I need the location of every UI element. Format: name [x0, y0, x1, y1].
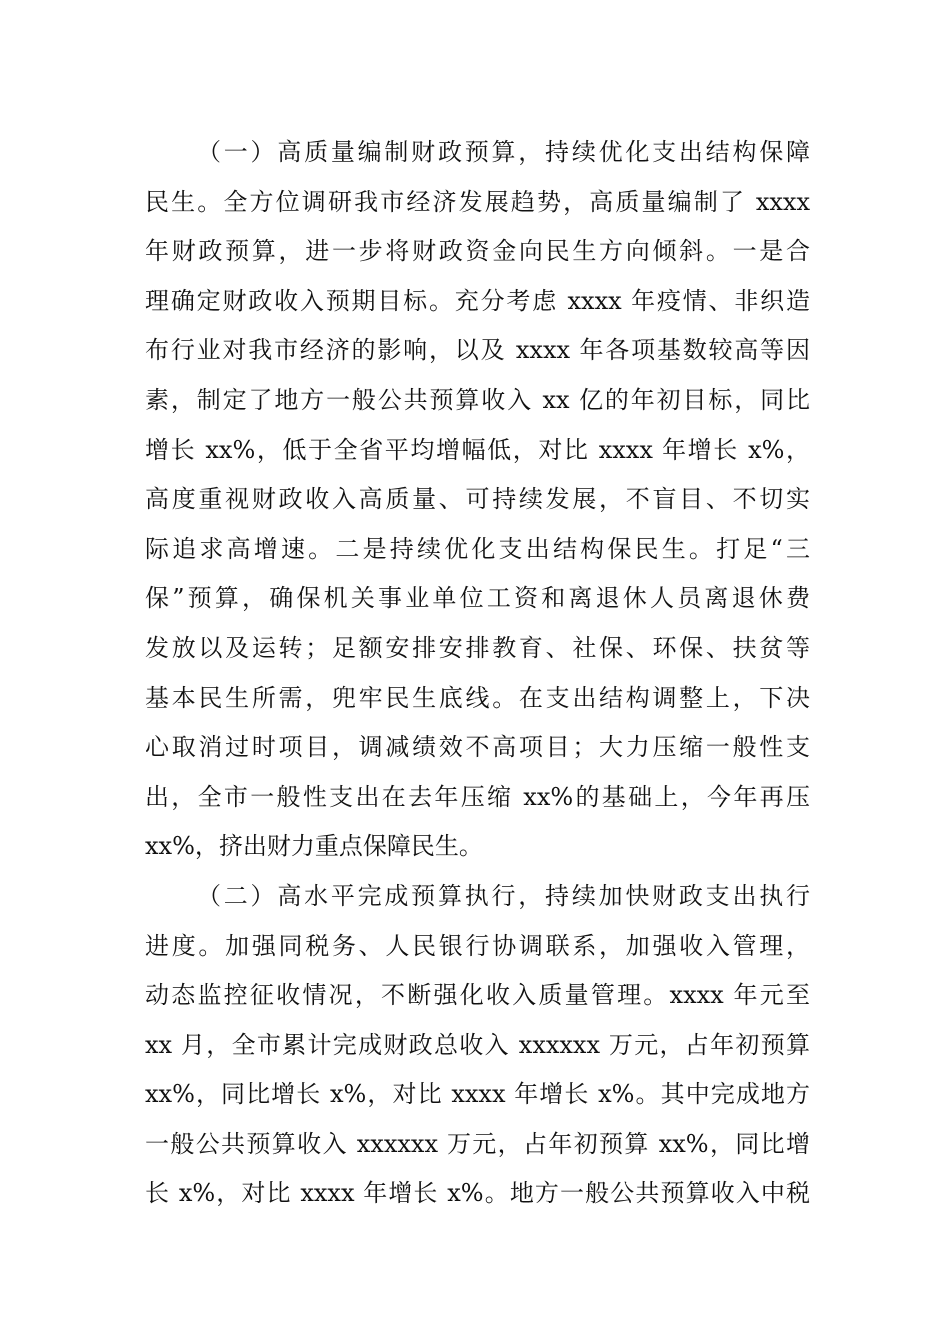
- paragraph-line: 增长 xx%，低于全省平均增幅低，对比 xxxx 年增长 x%，: [145, 435, 810, 464]
- paragraph-line: 高度重视财政收入高质量、可持续发展，不盲目、不切实: [145, 485, 810, 514]
- paragraph-line: xx%，挤出财力重点保障民生。: [145, 832, 483, 861]
- paragraph-line: 保”预算，确保机关事业单位工资和离退休人员离退休费: [145, 584, 810, 613]
- paragraph-line: 际追求高增速。二是持续优化支出结构保民生。打足“三: [145, 534, 810, 563]
- paragraph-line: xx%，同比增长 x%，对比 xxxx 年增长 x%。其中完成地方: [145, 1080, 810, 1109]
- paragraph-line: 心取消过时项目，调减绩效不高项目；大力压缩一般性支: [145, 733, 810, 762]
- paragraph-line: 布行业对我市经济的影响，以及 xxxx 年各项基数较高等因: [145, 336, 810, 365]
- paragraph-line: xx 月，全市累计完成财政总收入 xxxxxx 万元，占年初预算: [145, 1030, 810, 1059]
- paragraph-line: （一）高质量编制财政预算，持续优化支出结构保障: [197, 138, 810, 166]
- paragraph-line: 一般公共预算收入 xxxxxx 万元，占年初预算 xx%，同比增: [145, 1129, 810, 1158]
- paragraph-line: 动态监控征收情况，不断强化收入质量管理。xxxx 年元至: [145, 981, 810, 1010]
- paragraph-line: 民生。全方位调研我市经济发展趋势，高质量编制了 xxxx: [145, 187, 810, 216]
- document-body: [145, 128, 810, 1219]
- paragraph-line: 素，制定了地方一般公共预算收入 xx 亿的年初目标，同比: [145, 385, 810, 414]
- paragraph-line: （二）高水平完成预算执行，持续加快财政支出执行: [197, 881, 810, 910]
- paragraph-line: 长 x%，对比 xxxx 年增长 x%。地方一般公共预算收入中税: [145, 1179, 810, 1208]
- paragraph-line: 发放以及运转；足额安排安排教育、社保、环保、扶贫等: [145, 633, 810, 662]
- paragraph-line: 年财政预算，进一步将财政资金向民生方向倾斜。一是合: [145, 237, 810, 266]
- paragraph-line: 进度。加强同税务、人民银行协调联系，加强收入管理，: [145, 931, 810, 960]
- paragraph-2: [145, 872, 810, 1219]
- paragraph-line: 基本民生所需，兜牢民生底线。在支出结构调整上，下决: [145, 683, 810, 712]
- paragraph-line: 理确定财政收入预期目标。充分考虑 xxxx 年疫情、非织造: [145, 286, 810, 315]
- paragraph-1: [145, 128, 810, 872]
- paragraph-line: 出，全市一般性支出在去年压缩 xx%的基础上，今年再压: [145, 782, 810, 811]
